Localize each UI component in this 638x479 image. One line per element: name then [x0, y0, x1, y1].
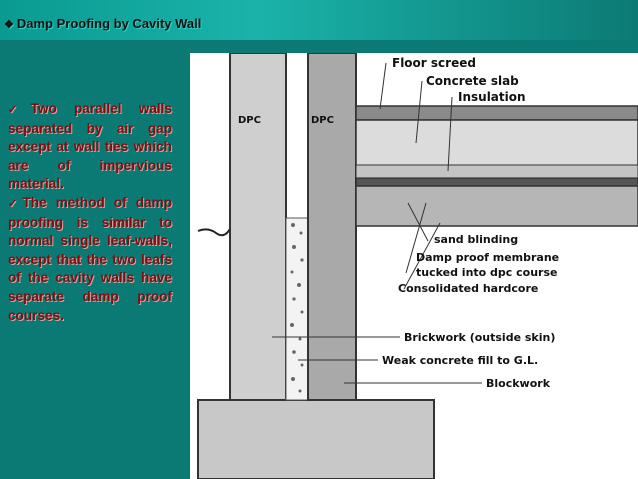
insulation-layer [356, 165, 638, 178]
concrete-fill [286, 218, 308, 400]
label-insulation: Insulation [458, 90, 526, 104]
label-membrane-line1: Damp proof membrane [416, 251, 560, 264]
diagram-svg [190, 53, 638, 479]
paragraph-1 [8, 100, 172, 194]
paragraph-2 [8, 194, 172, 325]
title-bar [0, 0, 638, 40]
paragraph-2-text: The method of damp proofing is similar to normal single leaf-walls, except that the two leafs of the cavity walls have separate damp proof courses. [8, 194, 172, 323]
label-membrane-line2: tucked into dpc course [416, 266, 558, 279]
checkmark-icon: ✓ [8, 104, 31, 116]
membrane-layer [356, 178, 638, 186]
label-hardcore: Consolidated hardcore [398, 282, 539, 295]
label-sand-blinding: sand blinding [434, 233, 519, 246]
label-concrete-fill: Weak concrete fill to G.L. [382, 354, 539, 367]
dpc-label-outer: DPC [238, 115, 261, 126]
blockwork-inner-leaf [308, 53, 356, 400]
slide-title-text: Damp Proofing by Cavity Wall [16, 16, 202, 31]
paragraph-1-text: Two parallel walls separated by air gap except at wall ties which are of impervious material. [8, 101, 173, 192]
label-concrete-slab: Concrete slab [426, 74, 519, 88]
dpc-label-inner: DPC [311, 115, 334, 126]
checkmark-icon: ✓ [8, 197, 23, 210]
foundation-footing [198, 400, 434, 479]
label-blockwork: Blockwork [486, 377, 551, 390]
slide-title [4, 16, 201, 31]
ground-line [198, 229, 230, 235]
floor-screed-layer [356, 106, 638, 120]
label-floor-screed: Floor screed [392, 56, 476, 70]
slide-body [8, 100, 172, 325]
sand-blinding-layer [356, 186, 638, 226]
label-brickwork: Brickwork (outside skin) [404, 331, 556, 344]
diamond-bullet-icon: ❖ [4, 19, 14, 31]
brickwork-outer-leaf [230, 53, 286, 400]
cavity-wall-diagram [190, 53, 638, 479]
